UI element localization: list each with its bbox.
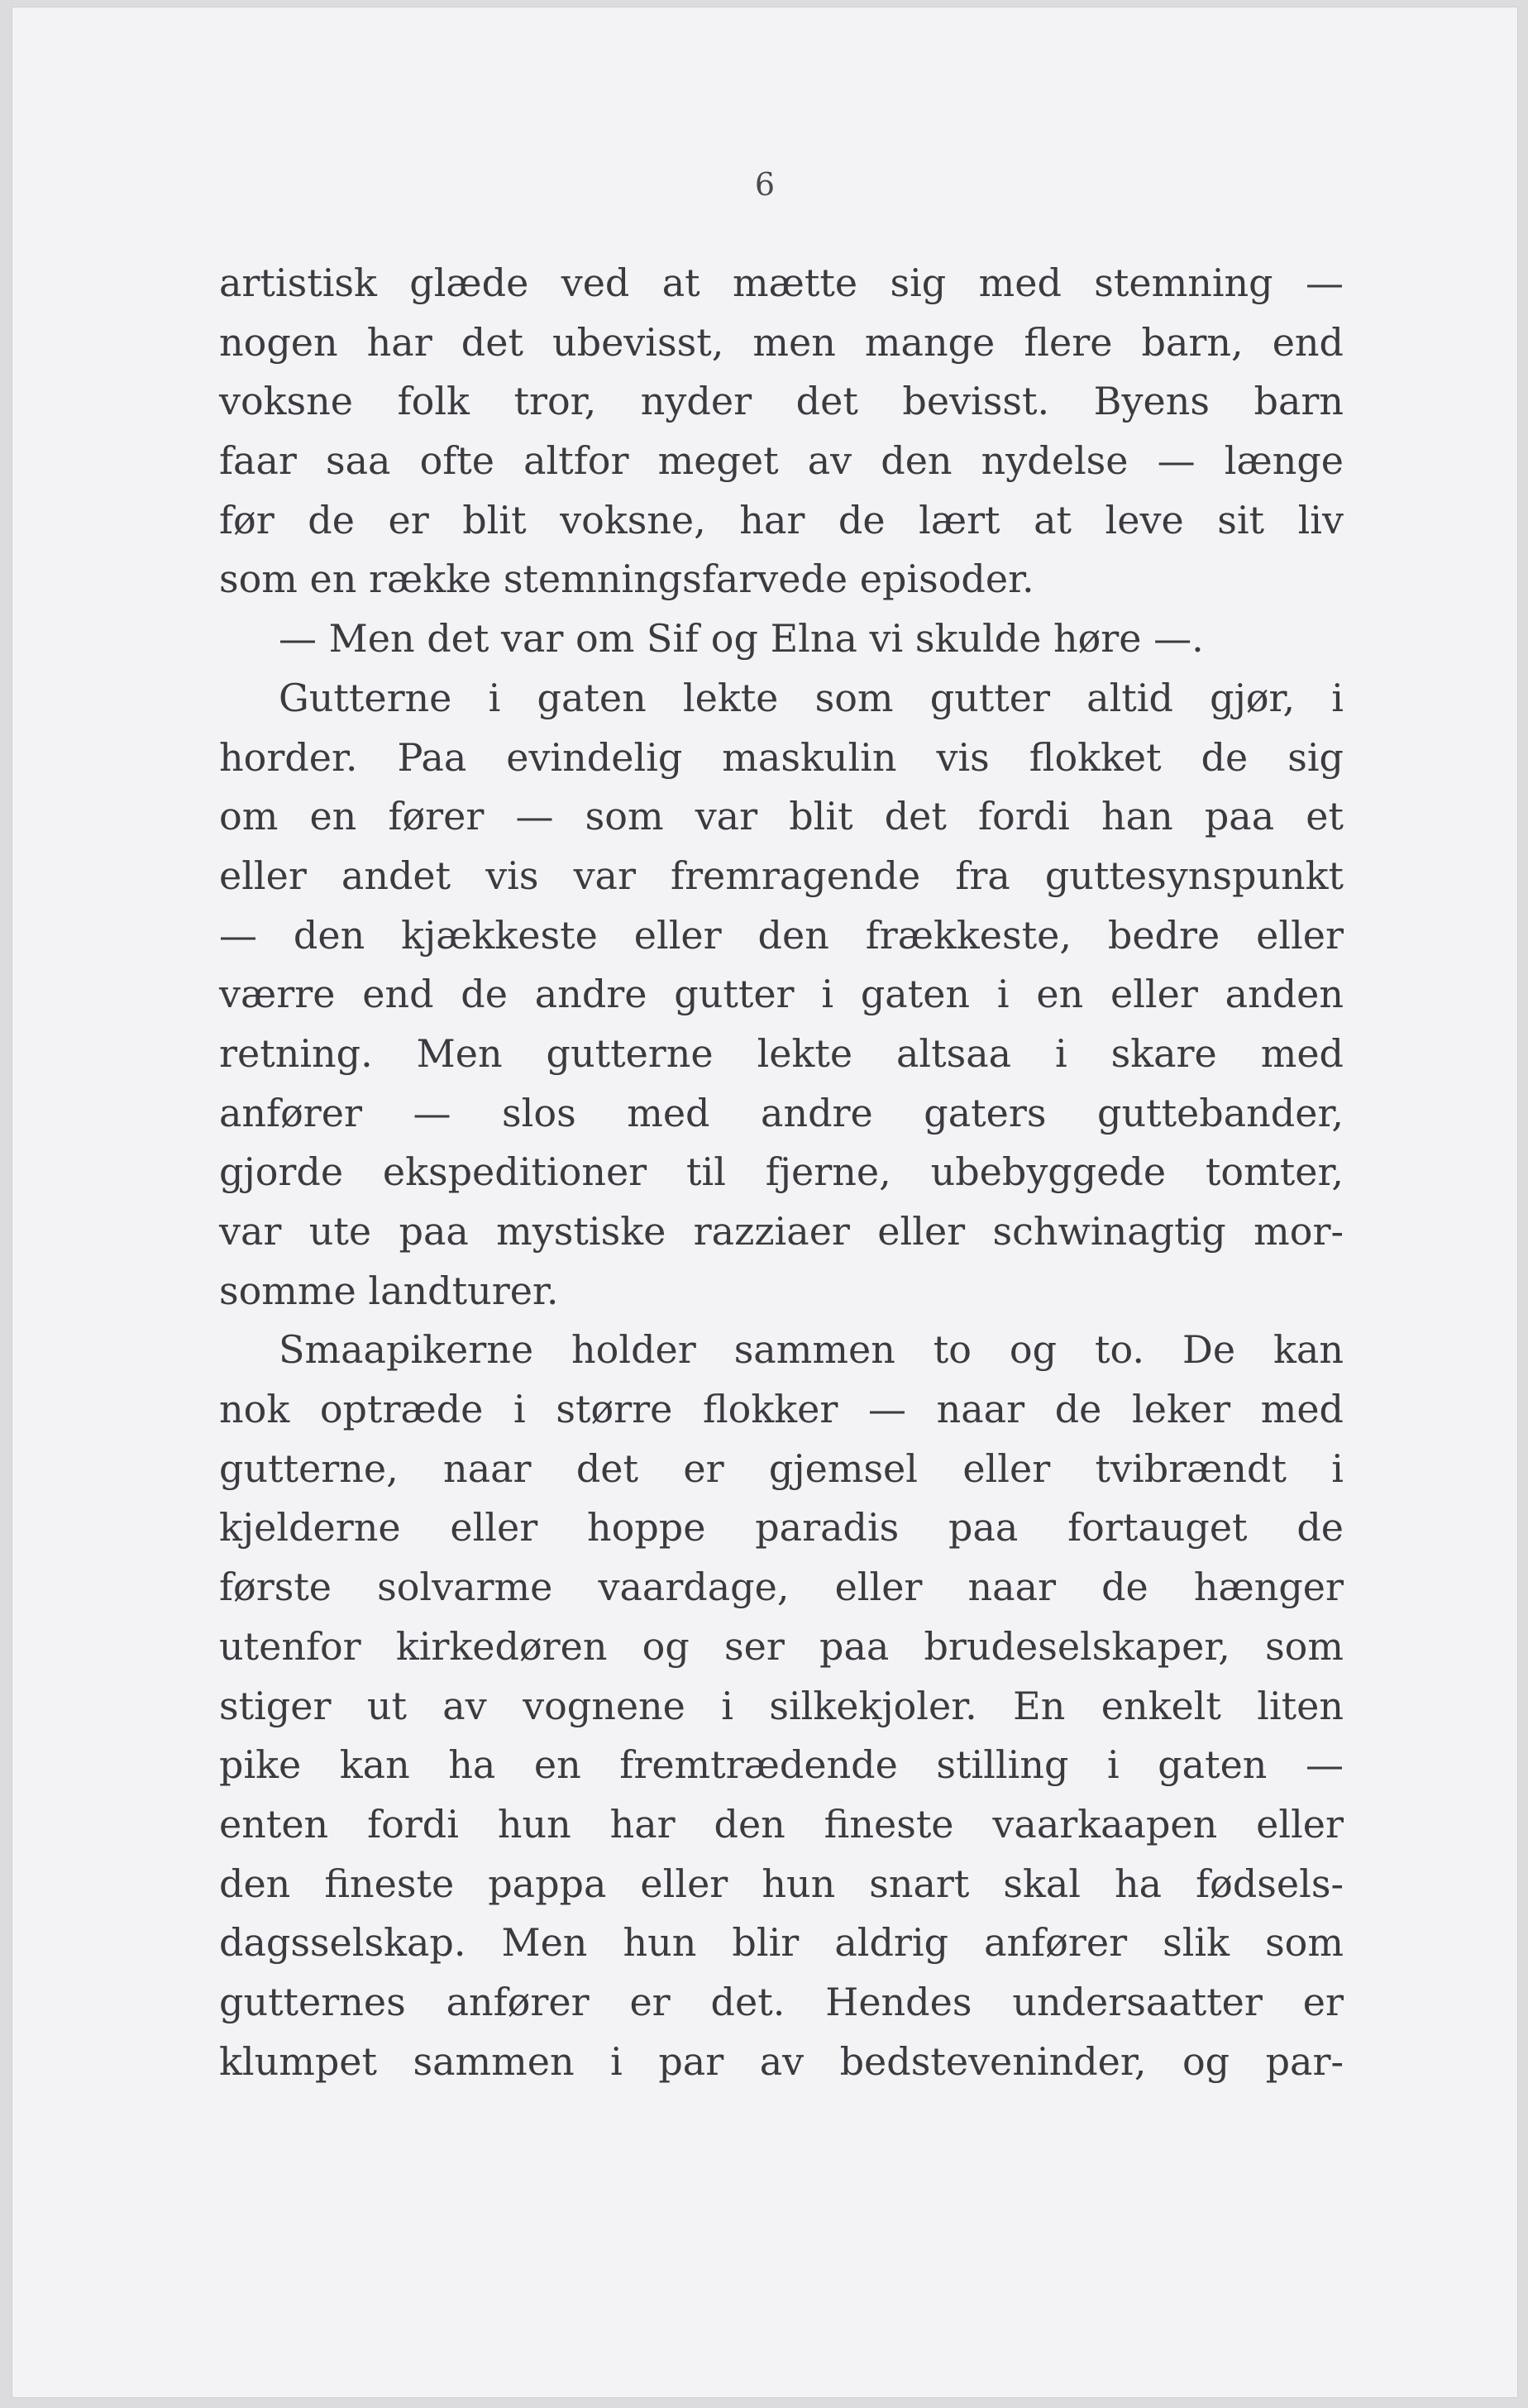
text-line: kjelderne eller hoppe paradis paa fortauget de bbox=[219, 1505, 1344, 1550]
text-line: faar saa ofte altfor meget av den nydelse — længe bbox=[219, 438, 1344, 484]
text-line: Smaapikerne holder sammen to og to. De kan bbox=[279, 1327, 1344, 1373]
text-line: — Men det var om Sif og Elna vi skulde høre —. bbox=[279, 616, 1204, 662]
text-line: gutterne, naar det er gjemsel eller tvibrændt i bbox=[219, 1445, 1344, 1491]
body-text bbox=[219, 254, 1344, 2091]
text-line: pike kan ha en fremtrædende stilling i gaten — bbox=[219, 1742, 1344, 1788]
text-line: somme landturer. bbox=[219, 1268, 559, 1313]
text-line: Gutterne i gaten lekte som gutter altid gjør, i bbox=[279, 675, 1344, 720]
text-line: — den kjækkeste eller den frækkeste, bedre eller bbox=[219, 912, 1344, 958]
text-line: værre end de andre gutter i gaten i en eller anden bbox=[219, 972, 1344, 1017]
page-number: 6 bbox=[754, 166, 776, 203]
text-line: retning. Men gutterne lekte altsaa i skare med bbox=[219, 1030, 1344, 1076]
text-line: var ute paa mystiske razziaer eller schwinagtig mor- bbox=[219, 1209, 1344, 1254]
text-line: horder. Paa evindelig maskulin vis flokket de sig bbox=[219, 734, 1344, 780]
text-line: som en række stemningsfarvede episoder. bbox=[219, 557, 1034, 602]
text-line: nok optræde i større flokker — naar de leker med bbox=[219, 1387, 1344, 1432]
text-line: voksne folk tror, nyder det bevisst. Byens barn bbox=[219, 379, 1344, 424]
text-line: eller andet vis var fremragende fra guttesynspunkt bbox=[219, 853, 1344, 898]
text-line: den fineste pappa eller hun snart skal ha fødsels- bbox=[219, 1861, 1344, 1906]
text-line: før de er blit voksne, har de lært at leve sit liv bbox=[219, 497, 1344, 542]
text-line: anfører — slos med andre gaters guttebander, bbox=[219, 1090, 1344, 1135]
text-line: utenfor kirkedøren og ser paa brudeselskaper, som bbox=[219, 1623, 1344, 1669]
text-line: dagsselskap. Men hun blir aldrig anfører slik som bbox=[219, 1920, 1344, 1966]
text-line: stiger ut av vognene i silkekjoler. En enkelt liten bbox=[219, 1683, 1344, 1728]
text-line: om en fører — som var blit det fordi han paa et bbox=[219, 794, 1344, 839]
book-page bbox=[12, 7, 1518, 2398]
text-line: gjorde ekspeditioner til fjerne, ubebyggede tomter, bbox=[219, 1149, 1344, 1195]
text-line: enten fordi hun har den fineste vaarkaapen eller bbox=[219, 1801, 1344, 1847]
text-line: nogen har det ubevisst, men mange flere barn, end bbox=[219, 319, 1344, 365]
text-line: artistisk glæde ved at mætte sig med stemning — bbox=[219, 260, 1344, 305]
text-line: klumpet sammen i par av bedsteveninder, og par- bbox=[219, 2038, 1344, 2084]
text-line: gutternes anfører er det. Hendes undersaatter er bbox=[219, 1979, 1344, 2024]
text-line: første solvarme vaardage, eller naar de hænger bbox=[219, 1565, 1344, 1610]
